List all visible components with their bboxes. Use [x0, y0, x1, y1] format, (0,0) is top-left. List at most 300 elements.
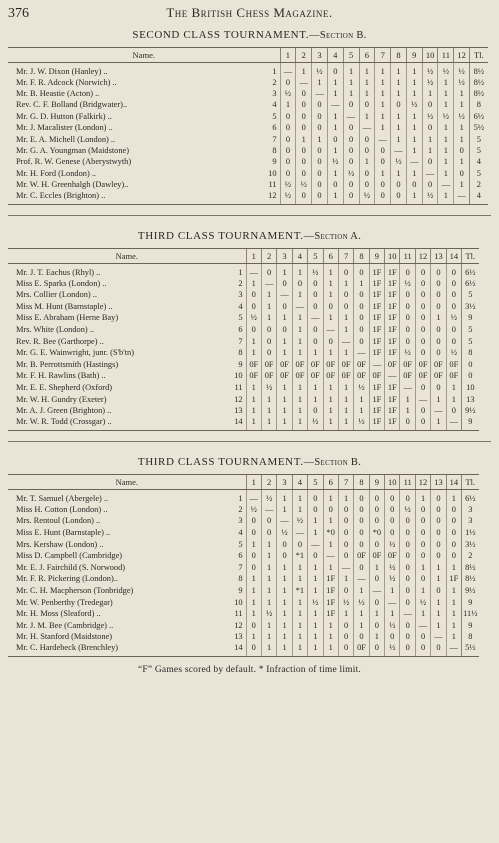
- total-score: 3½: [462, 539, 479, 551]
- total-score: 8½: [470, 77, 488, 88]
- player-number: 4: [238, 528, 243, 538]
- score-cell: 1: [261, 562, 276, 574]
- score-cell: 0: [308, 336, 323, 348]
- score-cell: 1: [431, 562, 446, 574]
- score-cell: ½: [354, 597, 369, 609]
- score-cell: 0: [280, 77, 296, 88]
- score-cell: 1: [431, 394, 446, 406]
- score-cell: 0F: [246, 359, 261, 371]
- score-cell: 0: [415, 527, 430, 539]
- opponent-column-header: 2: [261, 248, 276, 263]
- score-cell: 1: [454, 88, 470, 99]
- score-cell: 1: [343, 63, 359, 78]
- score-cell: 1: [385, 585, 400, 597]
- score-cell: ½: [391, 157, 407, 168]
- score-cell: 1: [292, 632, 307, 644]
- table-row: [8, 347, 479, 359]
- score-cell: 0: [327, 63, 343, 78]
- score-cell: 0: [415, 539, 430, 551]
- player-name: Mr. H. Ford (London) ..: [16, 168, 97, 178]
- score-cell: 1: [327, 168, 343, 179]
- table-row: [8, 632, 479, 644]
- score-cell: 1: [308, 394, 323, 406]
- score-cell: 1: [446, 490, 461, 505]
- score-cell: ½: [446, 347, 461, 359]
- table-row: [8, 504, 479, 516]
- player-number: 1: [238, 267, 243, 277]
- table-row: [8, 134, 488, 145]
- score-cell: 1F: [369, 313, 384, 325]
- opponent-column-header: 10: [422, 48, 438, 63]
- score-cell: 0: [375, 180, 391, 191]
- score-cell: —: [296, 77, 312, 88]
- score-cell: 1: [323, 490, 338, 505]
- score-cell: 0: [431, 263, 446, 278]
- total-score: 8½: [470, 63, 488, 78]
- score-cell: 1: [454, 134, 470, 145]
- table-row: [8, 313, 479, 325]
- opponent-column-header: 14: [446, 248, 461, 263]
- score-cell: 0F: [323, 371, 338, 383]
- section-title-sub: —Section A.: [303, 230, 362, 242]
- score-cell: 0: [369, 539, 384, 551]
- score-cell: 1: [327, 111, 343, 122]
- score-cell: ½: [438, 111, 454, 122]
- score-cell: —: [308, 313, 323, 325]
- score-cell: —: [338, 336, 353, 348]
- score-cell: 1: [292, 417, 307, 431]
- page-number: 376: [8, 6, 29, 21]
- score-cell: 1: [431, 574, 446, 586]
- score-cell: 1: [246, 405, 261, 417]
- score-cell: 0: [280, 111, 296, 122]
- score-cell: 0: [400, 539, 415, 551]
- score-cell: —: [431, 632, 446, 644]
- score-cell: 0F: [308, 371, 323, 383]
- score-cell: 0: [338, 263, 353, 278]
- score-cell: 1F: [385, 394, 400, 406]
- score-cell: 0: [343, 157, 359, 168]
- score-cell: ½: [438, 63, 454, 78]
- total-score: 5: [470, 134, 488, 145]
- score-cell: 1: [422, 88, 438, 99]
- total-score: 11½: [463, 609, 478, 619]
- score-cell: 1: [277, 562, 292, 574]
- score-cell: 1: [354, 405, 369, 417]
- score-cell: 1: [292, 394, 307, 406]
- score-cell: 0: [261, 324, 276, 336]
- score-cell: 1: [375, 63, 391, 78]
- score-cell: 1: [375, 123, 391, 134]
- player-name: Mr. G. A. Youngman (Maidstone): [16, 146, 130, 156]
- section-divider: [8, 441, 491, 442]
- score-cell: 0: [338, 301, 353, 313]
- score-cell: ½: [422, 63, 438, 78]
- score-cell: 1: [446, 585, 461, 597]
- score-cell: —: [338, 562, 353, 574]
- score-cell: 1: [277, 574, 292, 586]
- score-cell: 1F: [369, 324, 384, 336]
- score-cell: 1: [406, 191, 422, 205]
- player-number: 9: [238, 585, 243, 595]
- score-cell: 1: [343, 88, 359, 99]
- total-score: 6½: [470, 111, 488, 122]
- score-cell: 1: [308, 347, 323, 359]
- score-cell: ½: [400, 347, 415, 359]
- score-cell: 1: [406, 77, 422, 88]
- score-cell: —: [406, 157, 422, 168]
- score-cell: 1: [359, 77, 375, 88]
- score-cell: 1F: [385, 417, 400, 431]
- section-title-main: THIRD CLASS TOURNAMENT.: [137, 229, 304, 242]
- score-cell: 0: [385, 504, 400, 516]
- score-cell: 0: [400, 597, 415, 609]
- score-cell: 1: [261, 405, 276, 417]
- score-cell: 0F: [292, 371, 307, 383]
- score-cell: 0: [446, 516, 461, 528]
- score-cell: 1: [246, 336, 261, 348]
- score-cell: 0: [323, 336, 338, 348]
- player-name: Mr. J. M. Bee (Cambridge) ..: [16, 620, 114, 630]
- score-cell: 0: [431, 550, 446, 562]
- score-cell: 1: [375, 88, 391, 99]
- player-name: Mr. F. R. Adcock (Norwich) ..: [16, 77, 117, 87]
- score-cell: 1: [312, 77, 328, 88]
- score-cell: 0: [431, 504, 446, 516]
- score-cell: 1F: [385, 263, 400, 278]
- score-cell: —: [261, 504, 276, 516]
- score-cell: 0: [296, 168, 312, 179]
- score-cell: 0: [323, 504, 338, 516]
- score-cell: 1: [391, 88, 407, 99]
- opponent-column-header: 8: [391, 48, 407, 63]
- player-number: 3: [238, 516, 243, 526]
- score-cell: 0F: [369, 550, 384, 562]
- player-name: Mr. C. Eccles (Brighton) ..: [8, 191, 256, 205]
- score-cell: 1: [308, 527, 323, 539]
- opponent-column-header: 9: [369, 475, 384, 490]
- score-cell: 0: [354, 562, 369, 574]
- score-cell: 0F: [338, 371, 353, 383]
- score-cell: 0F: [308, 359, 323, 371]
- score-cell: 0: [422, 157, 438, 168]
- total-score: 6½: [462, 278, 479, 290]
- score-cell: 0: [369, 597, 384, 609]
- score-cell: 1: [327, 123, 343, 134]
- score-cell: 1: [446, 608, 461, 620]
- opponent-column-header: 2: [296, 48, 312, 63]
- score-cell: 1: [277, 643, 292, 657]
- player-name: Mr. G. D. Hutton (Falkirk) ..: [16, 111, 112, 121]
- footnote: “F” Games scored by default. * Infraction of time limit.: [137, 665, 362, 676]
- player-name: Mr. W. H. Greenhalgh (Dawley)..: [16, 180, 129, 190]
- score-cell: 0: [296, 191, 312, 205]
- score-cell: 0F: [261, 359, 276, 371]
- score-cell: 0: [415, 336, 430, 348]
- score-cell: 1: [292, 620, 307, 632]
- score-cell: 0: [400, 562, 415, 574]
- score-cell: 1: [446, 597, 461, 609]
- player-number: 6: [238, 325, 243, 335]
- score-cell: 0F: [415, 371, 430, 383]
- crosstable: [8, 474, 479, 657]
- score-cell: 1F: [385, 278, 400, 290]
- table-row: [8, 516, 479, 528]
- score-cell: 1F: [323, 574, 338, 586]
- score-cell: 0F: [354, 359, 369, 371]
- total-score: 0: [462, 359, 479, 371]
- score-cell: ½: [343, 168, 359, 179]
- score-cell: —: [422, 168, 438, 179]
- score-cell: 0: [400, 516, 415, 528]
- player-name: Mr. F. H. Rawlins (Bath) ..: [16, 371, 106, 381]
- score-cell: 1: [438, 88, 454, 99]
- score-cell: 0: [277, 301, 292, 313]
- header-row: [8, 248, 479, 263]
- score-cell: *0: [323, 527, 338, 539]
- score-cell: 0: [308, 290, 323, 302]
- player-name: Mr. T. Samuel (Abergele) ..: [16, 494, 109, 504]
- player-number: 12: [234, 394, 243, 404]
- score-cell: 1: [246, 347, 261, 359]
- total-score: 8: [462, 632, 479, 644]
- score-cell: 0: [400, 550, 415, 562]
- score-cell: 0: [446, 504, 461, 516]
- table-row: [8, 597, 479, 609]
- score-cell: ½: [385, 643, 400, 657]
- table-row: [8, 550, 479, 562]
- player-name: Mr. A. J. Green (Brighton) ..: [16, 406, 112, 416]
- score-cell: 1: [338, 313, 353, 325]
- score-cell: 0: [422, 180, 438, 191]
- score-cell: 1: [312, 134, 328, 145]
- score-cell: 1: [359, 111, 375, 122]
- score-cell: 1F: [369, 301, 384, 313]
- section-title-main: SECOND CLASS TOURNAMENT.: [132, 29, 310, 41]
- score-cell: 0: [261, 263, 276, 278]
- score-cell: ½: [400, 504, 415, 516]
- score-cell: 0: [400, 313, 415, 325]
- score-cell: ½: [280, 180, 296, 191]
- table-row: [8, 180, 488, 191]
- table-row: [8, 157, 488, 168]
- score-cell: 0: [338, 516, 353, 528]
- score-cell: 0: [431, 290, 446, 302]
- score-cell: 1: [261, 632, 276, 644]
- tournament-section: [8, 29, 491, 205]
- score-cell: ½: [454, 63, 470, 78]
- score-cell: 0: [354, 527, 369, 539]
- score-cell: 1: [406, 111, 422, 122]
- score-cell: 0: [354, 490, 369, 505]
- score-cell: —: [438, 180, 454, 191]
- player-number: 7: [238, 562, 243, 572]
- total-score: 9: [462, 417, 479, 431]
- score-cell: 1: [338, 490, 353, 505]
- score-cell: 0: [400, 290, 415, 302]
- score-cell: —: [323, 550, 338, 562]
- tournament-section: [8, 215, 491, 431]
- player-name: Rev. C. F. Bolland (Bridgwater)..: [16, 100, 128, 110]
- total-score: 6½: [462, 490, 479, 505]
- score-cell: 1: [323, 405, 338, 417]
- score-cell: 0: [261, 336, 276, 348]
- score-cell: —: [375, 134, 391, 145]
- total-score: 13: [462, 394, 479, 406]
- opponent-column-header: 6: [323, 248, 338, 263]
- score-cell: 1: [246, 597, 261, 609]
- score-cell: 1: [261, 290, 276, 302]
- score-cell: 1: [375, 168, 391, 179]
- player-number: 12: [234, 620, 243, 630]
- score-cell: 1: [327, 77, 343, 88]
- score-cell: 1: [261, 301, 276, 313]
- player-number: 10: [234, 371, 243, 381]
- score-cell: 1: [308, 632, 323, 644]
- score-cell: 0: [246, 290, 261, 302]
- score-cell: 0F: [446, 371, 461, 383]
- score-cell: ½: [385, 620, 400, 632]
- total-score: 5: [462, 290, 479, 302]
- score-cell: 1: [277, 336, 292, 348]
- opponent-column-header: 12: [454, 48, 470, 63]
- score-cell: 1F: [385, 301, 400, 313]
- score-cell: 0: [338, 585, 353, 597]
- score-cell: 1: [261, 585, 276, 597]
- score-cell: 1: [246, 585, 261, 597]
- opponent-column-header: 1: [246, 475, 261, 490]
- opponent-column-header: 9: [406, 48, 422, 63]
- score-cell: 1: [292, 405, 307, 417]
- score-cell: 1: [246, 632, 261, 644]
- score-cell: 0: [280, 157, 296, 168]
- score-cell: 0: [400, 620, 415, 632]
- score-cell: —: [292, 301, 307, 313]
- score-cell: ½: [422, 111, 438, 122]
- score-cell: 1F: [369, 263, 384, 278]
- score-cell: 0: [354, 539, 369, 551]
- opponent-column-header: 5: [343, 48, 359, 63]
- opponent-column-header: 4: [292, 475, 307, 490]
- table-row: [8, 88, 488, 99]
- score-cell: 0: [446, 301, 461, 313]
- opponent-column-header: 3: [277, 475, 292, 490]
- score-cell: 0: [359, 180, 375, 191]
- score-cell: 1: [454, 123, 470, 134]
- score-cell: 0: [292, 539, 307, 551]
- opponent-column-header: 1: [246, 248, 261, 263]
- score-cell: 1: [438, 134, 454, 145]
- score-cell: 0: [280, 134, 296, 145]
- score-cell: 0: [400, 263, 415, 278]
- score-cell: 1: [277, 504, 292, 516]
- player-number: 1: [272, 67, 277, 76]
- player-number: 13: [234, 406, 243, 416]
- score-cell: —: [359, 123, 375, 134]
- score-cell: 0: [354, 336, 369, 348]
- score-cell: 1: [359, 157, 375, 168]
- table-row: [8, 405, 479, 417]
- table-row: [8, 490, 479, 505]
- score-cell: 0: [354, 504, 369, 516]
- score-cell: 1F: [385, 382, 400, 394]
- table-row: [8, 111, 488, 122]
- player-number: 7: [272, 134, 277, 144]
- score-cell: 0F: [385, 359, 400, 371]
- header-row: [8, 48, 488, 63]
- score-cell: 1: [246, 574, 261, 586]
- crosstable: [8, 248, 479, 431]
- opponent-column-header: 9: [369, 248, 384, 263]
- player-number: 2: [272, 77, 277, 87]
- score-cell: 0: [308, 504, 323, 516]
- score-cell: 0: [431, 278, 446, 290]
- score-cell: 0: [431, 643, 446, 657]
- score-cell: ½: [446, 313, 461, 325]
- score-cell: 1: [369, 608, 384, 620]
- score-cell: 0: [422, 123, 438, 134]
- table-row: [8, 145, 488, 156]
- score-cell: —: [292, 527, 307, 539]
- score-cell: ½: [406, 100, 422, 111]
- score-cell: 1: [277, 490, 292, 505]
- score-cell: 1F: [323, 597, 338, 609]
- opponent-column-header: 11: [400, 475, 415, 490]
- score-cell: 1F: [369, 336, 384, 348]
- score-cell: 0: [246, 516, 261, 528]
- score-cell: 1F: [369, 417, 384, 431]
- name-column-header: Name.: [8, 48, 280, 63]
- score-cell: 1: [323, 516, 338, 528]
- score-cell: 0: [400, 324, 415, 336]
- score-cell: 0F: [400, 371, 415, 383]
- score-cell: —: [454, 191, 470, 205]
- score-cell: 1: [246, 382, 261, 394]
- player-number: 1: [238, 494, 243, 504]
- score-cell: 0: [343, 134, 359, 145]
- score-cell: 1: [454, 100, 470, 111]
- opponent-column-header: 11: [400, 248, 415, 263]
- section-divider: [8, 215, 491, 216]
- score-cell: 1: [261, 417, 276, 431]
- player-number: 14: [220, 643, 246, 657]
- table-row: [8, 382, 479, 394]
- score-cell: 1: [391, 123, 407, 134]
- score-cell: 1: [338, 574, 353, 586]
- score-cell: 0: [246, 301, 261, 313]
- score-cell: 0: [400, 585, 415, 597]
- score-cell: 1: [446, 620, 461, 632]
- player-name: Mr. H. Moss (Sleaford) ..: [16, 609, 101, 619]
- score-cell: ½: [454, 77, 470, 88]
- tournament-sections: [8, 29, 491, 657]
- score-cell: 0: [391, 180, 407, 191]
- score-cell: 0: [343, 123, 359, 134]
- total-score: 3: [462, 516, 479, 528]
- section-title-sub: —Section B.: [309, 30, 367, 41]
- score-cell: ½: [308, 597, 323, 609]
- score-cell: 1: [338, 405, 353, 417]
- score-cell: 1: [308, 585, 323, 597]
- score-cell: 0: [454, 168, 470, 179]
- table-row: [8, 539, 479, 551]
- score-cell: 0F: [338, 359, 353, 371]
- player-number: 4: [272, 100, 277, 110]
- score-cell: 1: [422, 134, 438, 145]
- total-score: 5½: [462, 643, 479, 657]
- score-cell: 1: [438, 191, 454, 205]
- score-cell: 1: [308, 574, 323, 586]
